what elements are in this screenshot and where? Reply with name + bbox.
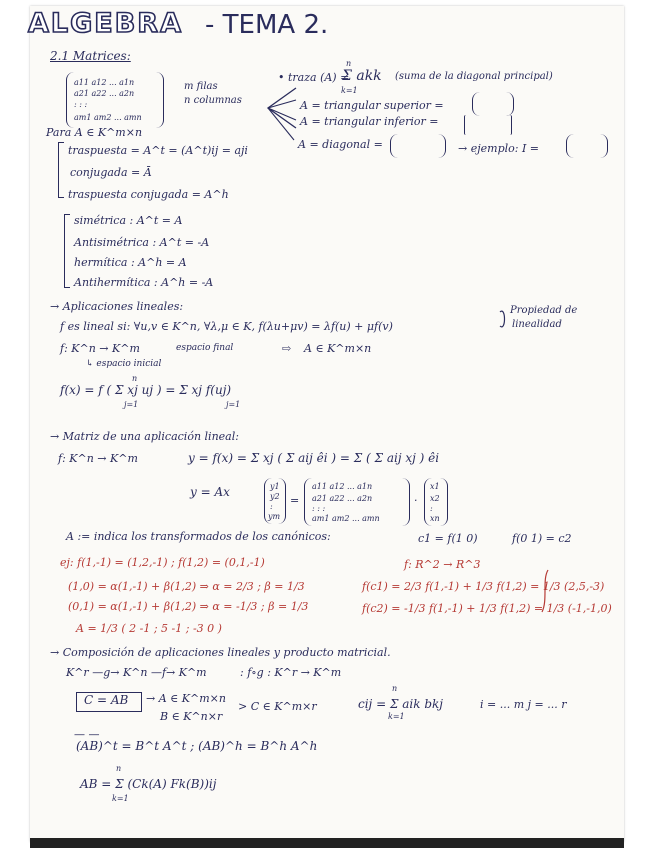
- matrix-row: a11 a12 ... a1n: [74, 78, 135, 87]
- composicion-fog: : f∘g : K^r → K^m: [240, 666, 342, 679]
- matrix-row: a21 a22 ... a2n: [74, 89, 135, 98]
- n-cols-label: n columnas: [184, 95, 242, 106]
- fx-sum-bottom-2: j=1: [226, 400, 241, 409]
- ejemplo-label: → ejemplo: I =: [458, 142, 540, 155]
- ab-bottom: k=1: [112, 794, 129, 803]
- ejemplo-line: (0,1) = α(1,-1) + β(1,2) ⇒ α = -1/3 ; β = 1/3: [68, 600, 309, 613]
- a-dim: A ∈ K^m×n: [304, 342, 372, 355]
- traza-note: (suma de la diagonal principal): [395, 71, 553, 82]
- linealidad-def: f es lineal si: ∀u,v ∈ K^n, ∀λ,μ ∈ K, f(λu+μv) = λf(u) + μf(v): [60, 320, 393, 333]
- type-item: Antihermítica : A^h = -A: [74, 276, 214, 289]
- matriz-eq: y = f(x) = Σ xj ( Σ aij êi ) = Σ ( Σ aij xj ) êi: [188, 451, 440, 465]
- fx-sum-top: n: [132, 374, 138, 383]
- a-row: am1 am2 ... amn: [312, 514, 380, 523]
- ejemplo-line: f(c2) = -1/3 f(1,-1) + 1/3 f(1,2) = 1/3 (-1,-1,0): [362, 602, 612, 615]
- matriz-heading: → Matriz de una aplicación lineal:: [50, 430, 239, 443]
- matrix-row: : : :: [74, 100, 88, 109]
- overbar: — —: [74, 728, 100, 741]
- cab: C = AB: [84, 693, 129, 707]
- x-entry: :: [430, 504, 433, 513]
- page-title: ALGEBRA: [28, 8, 183, 39]
- matrix-row: am1 am2 ... amn: [74, 113, 142, 122]
- triangular-sup-label: A = triangular superior =: [300, 99, 444, 112]
- type-item: hermítica : A^h = A: [74, 256, 187, 269]
- cij-bottom: k=1: [388, 712, 405, 721]
- b-dim: B ∈ K^n×r: [160, 710, 223, 723]
- dot: ·: [414, 494, 418, 507]
- traza-sum-top: n: [346, 59, 352, 68]
- propiedad-line: linealidad: [512, 319, 562, 330]
- cij-top: n: [392, 684, 398, 693]
- m-rows-label: m filas: [184, 81, 218, 92]
- ejemplo-map: f: R^2 → R^3: [404, 558, 481, 571]
- type-item: Antisimétrica : A^t = -A: [74, 236, 210, 249]
- def-item: conjugada = Ā: [70, 166, 152, 179]
- fx-formula: f(x) = f ( Σ xj uj ) = Σ xj f(uj): [60, 383, 232, 397]
- triangular-inf-label: A = triangular inferior =: [300, 115, 439, 128]
- a-row: : : :: [312, 504, 326, 513]
- y-entry: ym: [268, 512, 281, 521]
- section-heading: 2.1 Matrices:: [50, 49, 131, 63]
- para-line: Para A ∈ K^m×n: [46, 126, 143, 139]
- x-entry: x2: [430, 494, 440, 503]
- traza-formula: Σ akk: [342, 68, 382, 84]
- def-item: traspuesta = A^t = (A^t)ij = aji: [68, 144, 248, 157]
- aplicaciones-heading: → Aplicaciones lineales:: [50, 300, 184, 313]
- implies-arrow: ⇨: [282, 342, 292, 355]
- cij-formula: cij = Σ aik bkj: [358, 697, 444, 711]
- a-dim: → A ∈ K^m×n: [146, 692, 226, 705]
- map-f: f: K^n → K^m: [60, 342, 140, 355]
- ejemplo-line: ej: f(1,-1) = (1,2,-1) ; f(1,2) = (0,1,-1): [60, 556, 265, 569]
- espacio-inicial: ↳ espacio inicial: [86, 359, 162, 369]
- a-row: a11 a12 ... a1n: [312, 482, 373, 491]
- y-entry: y2: [270, 492, 280, 501]
- type-item: simétrica : A^t = A: [74, 214, 183, 227]
- propiedad-line: Propiedad de: [510, 305, 578, 316]
- espacio-final: espacio final: [176, 343, 234, 353]
- canonicos-note: A := indica los transformados de los canónicos:: [66, 530, 331, 543]
- ab-formula: AB = Σ (Ck(A) Fk(B))ij: [80, 777, 217, 791]
- x-entry: x1: [430, 482, 440, 491]
- fx-sum-bottom: j=1: [124, 400, 139, 409]
- traza-sum-bottom: k=1: [341, 86, 358, 95]
- def-item: traspuesta conjugada = A^h: [68, 188, 229, 201]
- c-dim: > C ∈ K^m×r: [238, 700, 317, 713]
- transpose-rules: (AB)^t = B^t A^t ; (AB)^h = B^h A^h: [76, 739, 318, 753]
- page-subtitle: - TEMA 2.: [205, 10, 329, 40]
- composicion-heading: → Composición de aplicaciones lineales y producto matricial.: [50, 646, 391, 659]
- equals: =: [290, 494, 300, 507]
- ab-top: n: [116, 764, 122, 773]
- ejemplo-line: f(c1) = 2/3 f(1,-1) + 1/3 f(1,2) = 1/3 (2,5,-3): [362, 580, 605, 593]
- y-entry: :: [270, 502, 273, 511]
- composicion-chain: K^r —g→ K^n —f→ K^m: [66, 666, 207, 679]
- ejemplo-a: A = 1/3 ( 2 -1 ; 5 -1 ; -3 0 ): [76, 622, 222, 635]
- y-entry: y1: [270, 482, 280, 491]
- ranges: i = ... m j = ... r: [480, 698, 567, 711]
- x-entry: xn: [430, 514, 440, 523]
- matriz-map: f: K^n → K^m: [58, 452, 138, 465]
- c1-def: c1 = f(1 0): [418, 532, 478, 545]
- ejemplo-line: (1,0) = α(1,-1) + β(1,2) ⇒ α = 2/3 ; β = 1/3: [68, 580, 305, 593]
- traza-label: • traza (A) =: [278, 71, 350, 84]
- a-row: a21 a22 ... a2n: [312, 494, 373, 503]
- y-ax: y = Ax: [190, 485, 230, 499]
- diagonal-label: A = diagonal =: [298, 138, 383, 151]
- c2-def: f(0 1) = c2: [512, 532, 572, 545]
